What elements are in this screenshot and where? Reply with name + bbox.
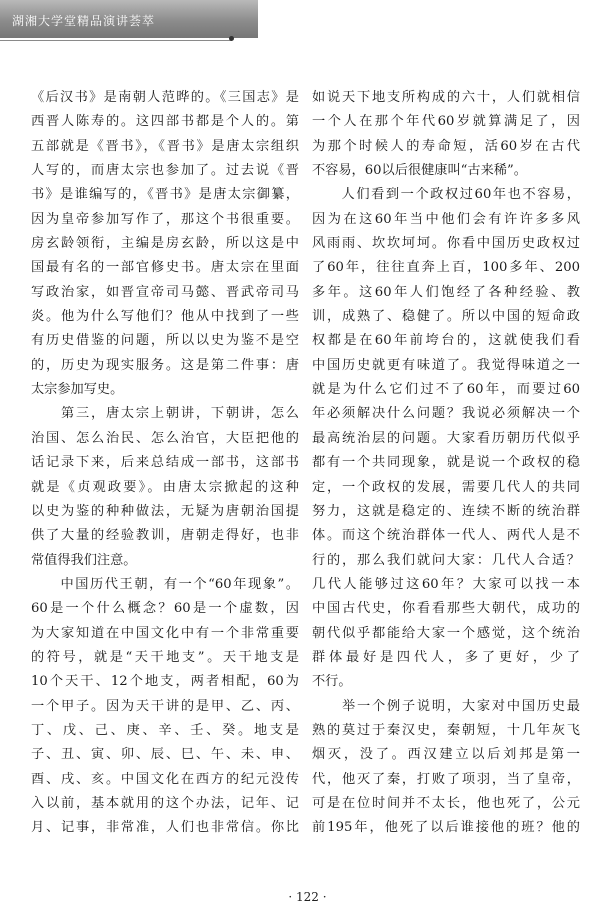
text-line: 权都是在60年前垮台的，这就使我们看: [312, 333, 580, 349]
text-line: 话记录下来，后来总结成一部书，这部书: [31, 455, 299, 471]
text-line: 的符号，就是“天干地支”。天干地支是: [31, 649, 299, 665]
text-line: 写政治家，如晋宣帝司马懿、晋武帝司马: [31, 284, 299, 300]
text-line: 书》是谁编写的，《晋书》是唐太宗御纂，: [31, 187, 299, 203]
text-line: 月、记事，非常准，人们也非常信。你比: [31, 820, 299, 836]
header-dot: [229, 36, 234, 41]
text-line: 年必须解决什么问题？我说必须解决一个: [312, 406, 580, 422]
text-line: 中国古代史，你看看那些大朝代，成功的: [312, 601, 580, 617]
text-line: 为大家知道在中国文化中有一个非常重要: [31, 625, 299, 641]
text-line: 治国、怎么治民、怎么治官，大臣把他的: [31, 430, 299, 446]
text-line: 行的，那么我们就问大家：几代人合适？: [312, 552, 580, 568]
text-line: 有历史借鉴的问题，所以以史为鉴不是空: [31, 333, 299, 349]
text-line: 前195年，他死了以后谁接他的班？他的: [312, 820, 580, 836]
text-line: 太宗参加写史。: [31, 382, 124, 398]
text-line: 熟的莫过于秦汉史，秦朝短，十几年灰飞: [312, 722, 580, 738]
text-line: 群体最好是四代人，多了更好，少了: [312, 649, 580, 665]
text-line: 训，成熟了、稳健了。所以中国的短命政: [312, 309, 580, 325]
text-line: 如说天下地支所构成的六十，人们就相信: [312, 90, 580, 105]
text-line: 就是《贞观政要》。由唐太宗掀起的这种: [31, 479, 299, 495]
text-line: 五部就是《晋书》，《晋书》是唐太宗组织: [31, 138, 299, 154]
text-line: 不行。: [312, 674, 352, 690]
text-line: 中国历史就更有味道了。我觉得味道之一: [312, 357, 580, 373]
text-line: 的，历史为现实服务。这是第二件事：唐: [31, 357, 299, 373]
header-band: [0, 0, 258, 38]
text-line: 就是为什么它们过不了60年，而要过60: [312, 382, 580, 398]
text-line: 代，他灭了秦，打败了项羽，当了皇帝，: [312, 771, 580, 787]
text-line: 为那个时候人的寿命短，活60岁在古代: [312, 138, 580, 154]
text-line: 西晋人陈寿的。这四部书都是个人的。第: [31, 114, 299, 130]
text-line: 都有一个共同现象，就是说一个政权的稳: [312, 455, 580, 471]
text-line: 以史为鉴的种种做法，无疑为唐朝治国提: [31, 503, 299, 519]
right-text-column: [312, 86, 580, 841]
page-number: · 122 ·: [288, 890, 327, 904]
text-line: 多年。这60年人们饱经了各种经验、教: [312, 284, 580, 300]
text-line: 10个天干、12个地支，两者相配，60为: [31, 674, 299, 690]
text-line: 酉、戌、亥。中国文化在西方的纪元没传: [31, 771, 299, 787]
text-line: 入以前，基本就用的这个办法，记年、记: [31, 795, 299, 811]
left-text-column: [31, 86, 299, 841]
text-line: 体。而这个统治群体一代人、两代人是不: [312, 528, 580, 544]
text-line: 人写的，而唐太宗也参加了。过去说《晋: [31, 163, 299, 179]
text-line: 风雨雨、坎坎坷坷。你看中国历史政权过: [312, 236, 580, 252]
text-line: 烟灭，没了。西汉建立以后刘邦是第一: [312, 747, 580, 763]
text-line: 一个甲子。因为天干讲的是甲、乙、丙、: [31, 698, 299, 714]
text-line: 中国历代王朝，有一个“60年现象”。: [31, 576, 299, 592]
text-line: 因为皇帝参加写作了，那这个书很重要。: [31, 211, 299, 227]
text-line: 了60年，往往直奔上百，100多年、200: [312, 260, 580, 276]
text-line: 炎。他为什么写他们？他从中找到了一些: [31, 309, 299, 325]
text-line: 最高统治层的问题。大家看历朝历代似乎: [312, 430, 580, 446]
text-line: 常值得我们注意。: [31, 552, 137, 568]
running-header: [0, 0, 615, 46]
text-line: 60是一个什么概念？60是一个虚数，因: [31, 601, 299, 617]
text-line: 丁、戊、己、庚、辛、壬、癸。地支是: [31, 722, 299, 738]
header-title: 湖湘大学堂精品演讲荟萃: [12, 14, 156, 28]
text-line: 供了大量的经验教训，唐朝走得好，也非: [31, 528, 299, 544]
text-line: 第三，唐太宗上朝讲，下朝讲，怎么: [31, 406, 299, 422]
text-line: 《后汉书》是南朝人范晔的。《三国志》是: [31, 90, 299, 105]
text-line: 因为在这60年当中他们会有许许多多风: [312, 211, 580, 227]
text-line: 朝代似乎都能给大家一个感觉，这个统治: [312, 625, 580, 641]
text-line: 子、丑、寅、卯、辰、巳、午、未、申、: [31, 747, 299, 763]
text-line: 定，一个政权的发展，需要几代人的共同: [312, 479, 580, 495]
text-line: 人们看到一个政权过60年也不容易，: [312, 187, 580, 203]
text-line: 可是在位时间并不太长，他也死了，公元: [312, 795, 580, 811]
text-line: 努力，这就是稳定的、连续不断的统治群: [312, 503, 580, 519]
text-line: 国最有名的一部官修史书。唐太宗在里面: [31, 260, 299, 276]
header-rule: [0, 40, 232, 41]
text-line: 几代人能够过这60年？大家可以找一本: [312, 576, 580, 592]
text-line: 不容易，60以后很健康叫“古来稀”。: [312, 163, 527, 179]
text-line: 一个人在那个年代60岁就算满足了，因: [312, 114, 580, 130]
text-line: 举一个例子说明，大家对中国历史最: [312, 698, 580, 714]
text-line: 房玄龄领衔，主编是房玄龄，所以这是中: [31, 236, 299, 252]
